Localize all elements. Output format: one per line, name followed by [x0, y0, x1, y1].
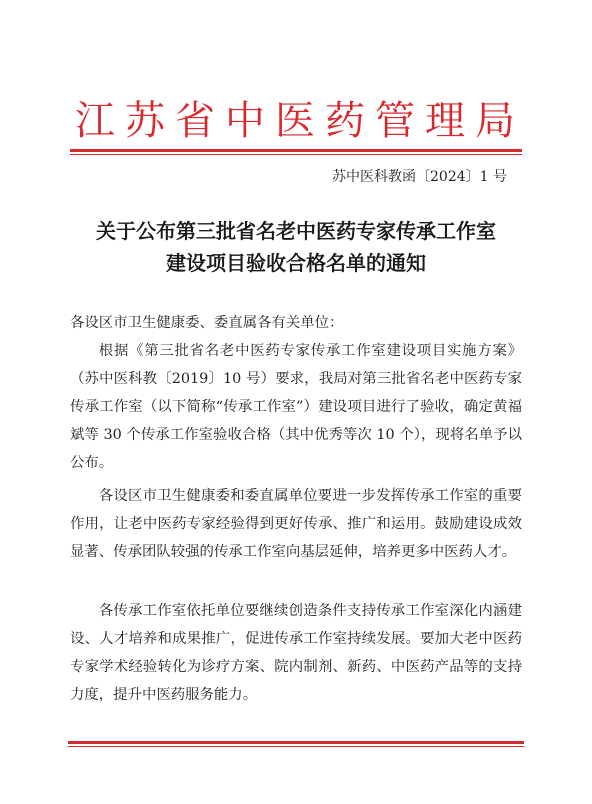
- footer-red-rule-thick: [68, 741, 524, 744]
- issuing-authority-header: 江苏省中医药管理局: [75, 98, 525, 144]
- header-red-rule-thick: [70, 149, 522, 152]
- footer-red-rule-thin: [68, 746, 524, 747]
- header-red-rule-thin: [70, 154, 522, 155]
- salutation: 各设区市卫生健康委、委直属各有关单位：: [70, 315, 344, 331]
- body-paragraph-1: 根据《第三批省名老中医药专家传承工作室建设项目实施方案》（苏中医科教〔2019〕10 号）要求，我局对第三批省名老中医药专家传承工作室（以下简称“传承工作室”）建设项目进行了验收，确定黄福斌等 30 个传承工作室验收合格（其中优秀等次 10 个），现将名单予以公布。: [70, 343, 522, 471]
- body-paragraph-2: 各设区市卫生健康委和委直属单位要进一步发挥传承工作室的重要作用，让老中医药专家经验得到更好传承、推广和运用。鼓励建设成效显著、传承团队较强的传承工作室向基层延伸，培养更多中医药人才。: [70, 488, 522, 560]
- document-title-line-2: 建设项目验收合格名单的通知: [166, 251, 426, 275]
- body-paragraph-3: 各传承工作室依托单位要继续创造条件支持传承工作室深化内涵建设、人才培养和成果推广，促进传承工作室持续发展。要加大老中医药专家学术经验转化为诊疗方案、院内制剂、新药、中医药产品等的支持力度，提升中医药服务能力。: [70, 603, 522, 703]
- document-title: [60, 215, 532, 279]
- document-title-line-1: 关于公布第三批省名老中医药专家传承工作室: [96, 219, 496, 243]
- document-number: 苏中医科教函〔2024〕1 号: [332, 169, 507, 185]
